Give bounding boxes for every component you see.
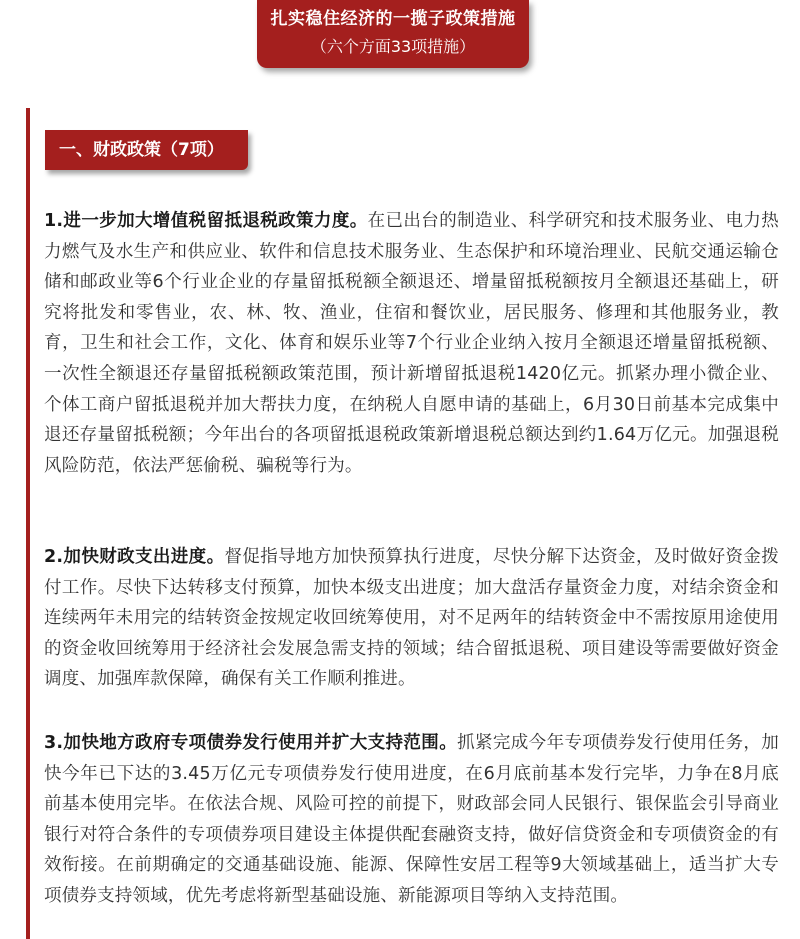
page-subtitle: （六个方面33项措施）	[310, 37, 476, 56]
paragraph-2-body: 督促指导地方加快预算执行进度，尽快分解下达资金，及时做好资金拨付工作。尽快下达转移支付预算，加快本级支出进度；加大盘活存量资金力度，对结余资金和连续两年未用完的结转资金按规定收回统筹使用，对不足两年的结转资金中不需按原用途使用的资金收回统筹用于经济社会发展急需支持的领域；结合留抵退税、项目建设等需要做好资金调度、加强库款保障，确保有关工作顺利推进。	[44, 547, 779, 690]
section-header: 一、财政政策（7项）	[45, 130, 248, 170]
paragraph-3	[44, 728, 779, 912]
paragraph-1-lead: 1.进一步加大增值税留抵退税政策力度。	[44, 211, 368, 231]
paragraph-2	[44, 542, 779, 695]
left-accent-bar	[26, 108, 30, 939]
paragraph-2-lead: 2.加快财政支出进度。	[44, 547, 225, 567]
paragraph-3-lead: 3.加快地方政府专项债券发行使用并扩大支持范围。	[44, 733, 458, 753]
paragraph-1	[44, 206, 779, 481]
page-title: 扎实稳住经济的一揽子政策措施	[270, 9, 516, 29]
title-banner	[257, 0, 529, 68]
paragraph-3-body: 抓紧完成今年专项债券发行使用任务，加快今年已下达的3.45万亿元专项债券发行使用进度，在6月底前基本发行完毕，力争在8月底前基本使用完毕。在依法合规、风险可控的前提下，财政部会同人民银行、银保监会引导商业银行对符合条件的专项债券项目建设主体提供配套融资支持，做好信贷资金和专项债资金的有效衔接。在前期确定的交通基础设施、能源、保障性安居工程等9大领域基础上，适当扩大专项债券支持领域，优先考虑将新型基础设施、新能源项目等纳入支持范围。	[44, 733, 779, 906]
paragraph-1-body: 在已出台的制造业、科学研究和技术服务业、电力热力燃气及水生产和供应业、软件和信息技术服务业、生态保护和环境治理业、民航交通运输仓储和邮政业等6个行业企业的存量留抵税额全额退还、增量留抵税额按月全额退还基础上，研究将批发和零售业，农、林、牧、渔业，住宿和餐饮业，居民服务、修理和其他服务业，教育，卫生和社会工作，文化、体育和娱乐业等7个行业企业纳入按月全额退还增量留抵税额、一次性全额退还存量留抵税额政策范围，预计新增留抵退税1420亿元。抓紧办理小微企业、个体工商户留抵退税并加大帮扶力度，在纳税人自愿申请的基础上，6月30日前基本完成集中退还存量留抵税额；今年出台的各项留抵退税政策新增退税总额达到约1.64万亿元。加强退税风险防范，依法严惩偷税、骗税等行为。	[44, 211, 779, 476]
